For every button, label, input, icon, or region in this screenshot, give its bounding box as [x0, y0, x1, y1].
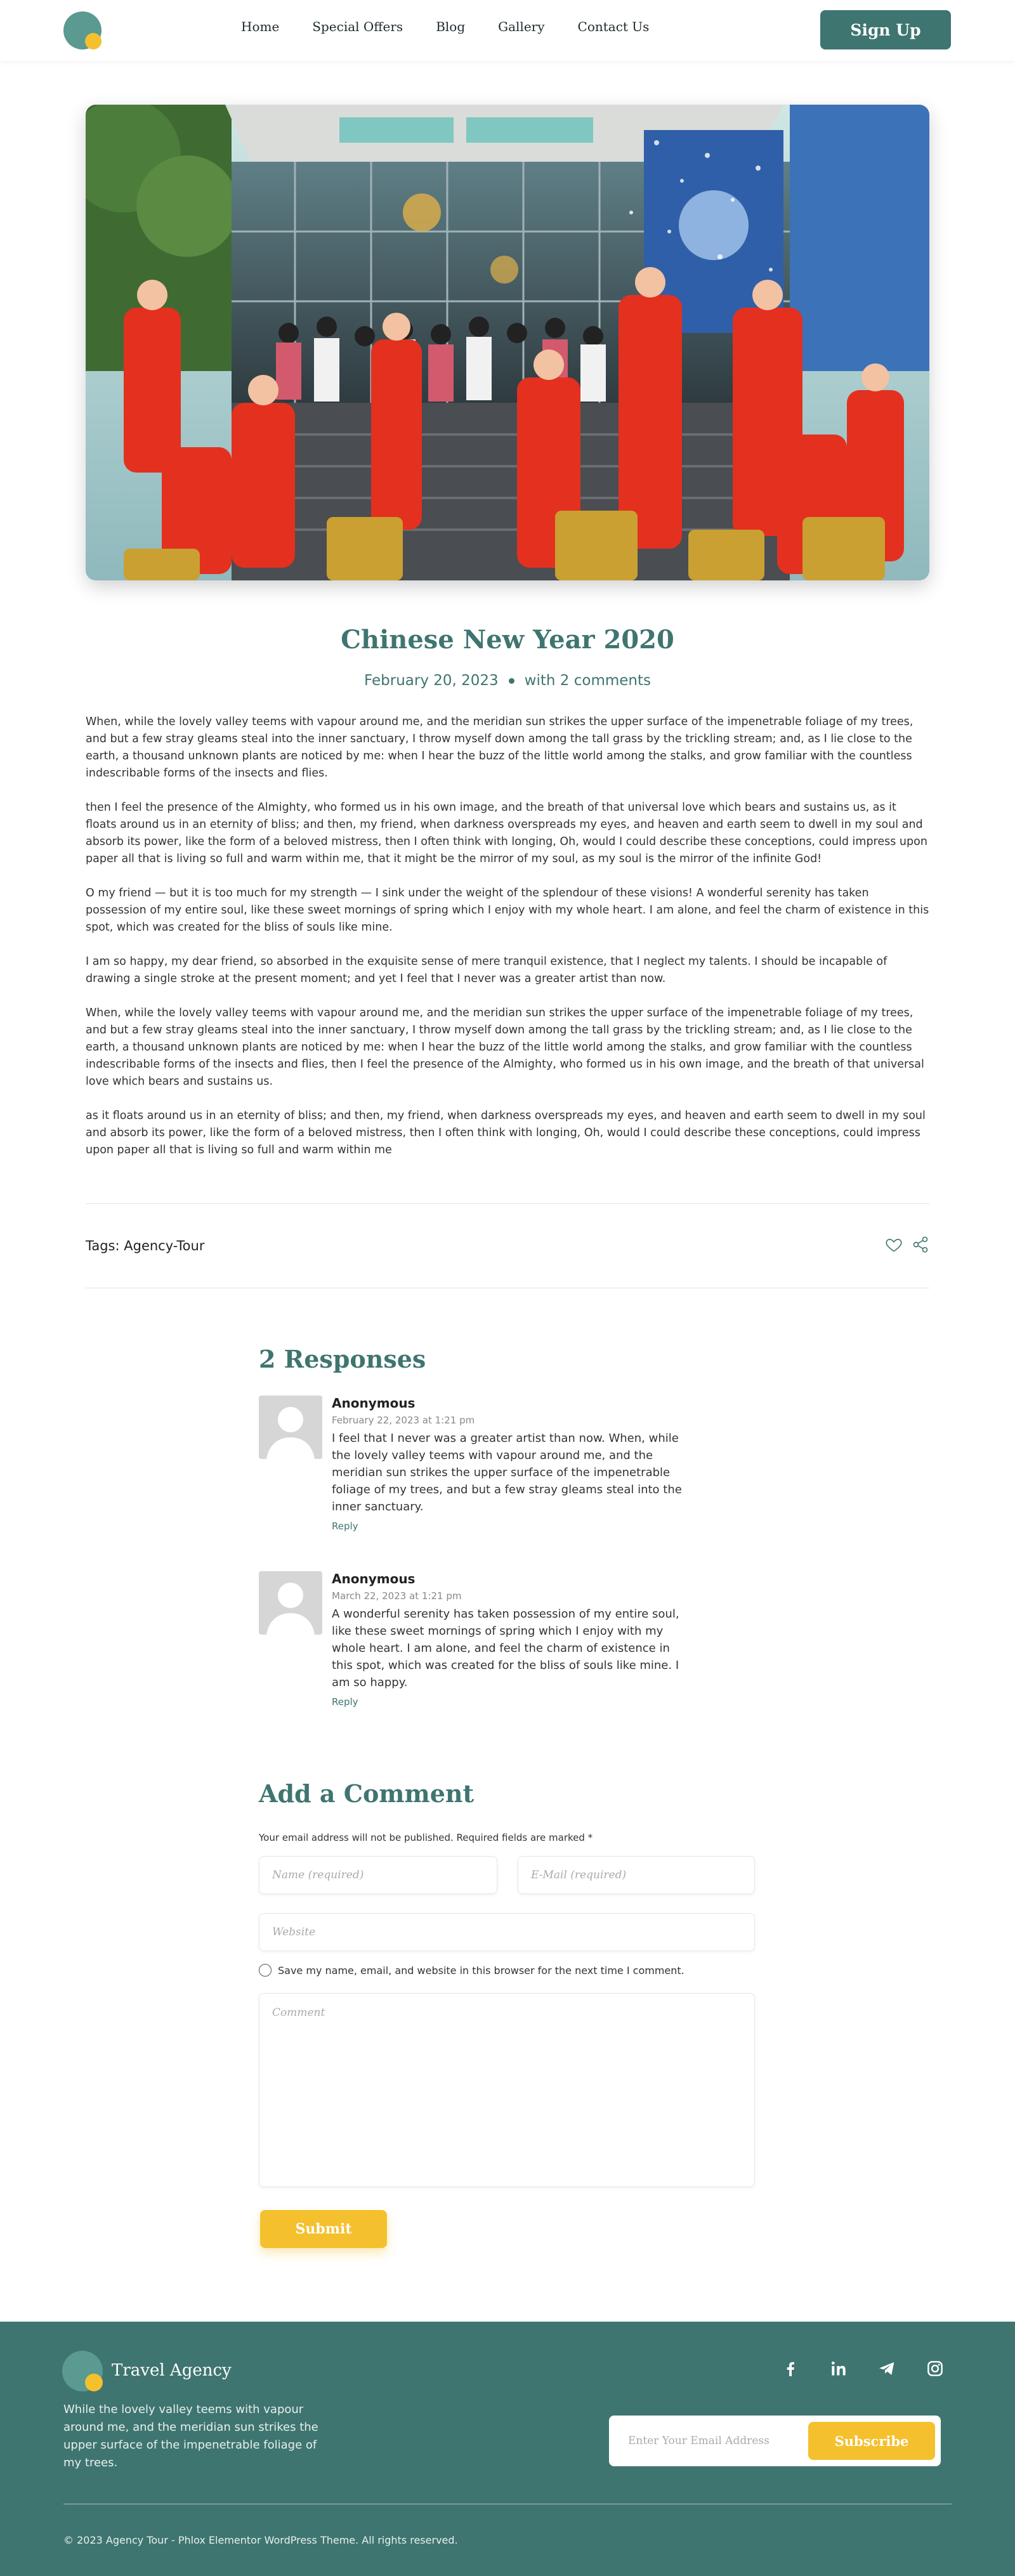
- post-actions: [885, 1236, 929, 1256]
- post-featured-image: [86, 105, 929, 580]
- comment-author: Anonymous: [332, 1396, 416, 1411]
- newsletter-form: [609, 2416, 941, 2466]
- footer-brand[interactable]: Travel Agency: [112, 2361, 232, 2380]
- paragraph: When, while the lovely valley teems with vapour around me, and the meridian sun strikes the upper surface of the impenetrable foliage of my trees, and but a few stray gleams steal into the inner sanctuary, I throw myself down among the tall grass by the trickling stream; and, as I lie close to the earth, a thousand unknown plants are noticed by me: when I hear the buzz of the little world among the stalks, and grow familiar with the countless indescribable forms of the insects and flies.: [86, 716, 914, 780]
- responses-title: 2 Responses: [259, 1345, 426, 1373]
- save-info-checkbox[interactable]: [259, 1964, 272, 1977]
- post-date[interactable]: February 20, 2023: [364, 672, 499, 689]
- heart-icon[interactable]: [885, 1236, 903, 1256]
- paragraph: as it floats around us in an eternity of bliss; and then, my friend, when darkness overspreads my eyes, and heaven and earth seem to dwell in my soul and absorb its power, like the form of a beloved mistress, then I often think with longing, Oh, would I could describe these conceptions, could impress upon paper all that is living so full and warm within me: [86, 1109, 926, 1156]
- main-nav: [241, 19, 649, 34]
- site-logo[interactable]: [63, 11, 102, 49]
- save-info-label: Save my name, email, and website in this browser for the next time I comment.: [278, 1964, 684, 1977]
- social-links: [780, 2358, 945, 2379]
- comment-author: Anonymous: [332, 1571, 416, 1586]
- site-footer: [0, 2322, 1015, 2576]
- comment-text: A wonderful serenity has taken possession of my entire soul, like these sweet mornings of spring which I enjoy with my whole heart. I am alone, and feel the charm of existence in this spot, which was created for the bliss of souls like mine. I am so happy.: [332, 1607, 679, 1689]
- meta-separator: [509, 678, 514, 684]
- comment-date[interactable]: February 22, 2023 at 1:21 pm: [332, 1415, 475, 1426]
- email-input[interactable]: E-Mail (required): [518, 1856, 755, 1894]
- divider: [86, 1203, 929, 1204]
- comment-textarea[interactable]: Comment: [259, 1993, 755, 2187]
- share-icon[interactable]: [912, 1236, 929, 1256]
- save-info-row: [259, 1964, 684, 1977]
- paragraph: then I feel the presence of the Almighty, who formed us in his own image, and the breath of that universal love which bears and sustains us, as it floats around us in an eternity of bliss; and then, my friend, when darkness overspreads my eyes, and heaven and earth seem to dwell in my soul and absorb its power, like the form of a beloved mistress, then I often think with longing, Oh, would I could describe these conceptions, could impress upon paper all that is living so full and warm within me, that it might be the mirror of my soul, as my soul is the mirror of the infinite God!: [86, 801, 927, 865]
- linkedin-icon[interactable]: [828, 2358, 849, 2379]
- comment-text: I feel that I never was a greater artist than now. When, while the lovely valley teems with vapour around me, and the meridian sun strikes the upper surface of the impenetrable foliage of my trees, and but a few stray gleams steal into the inner sanctuary.: [332, 1432, 682, 1514]
- post-meta: [0, 672, 1015, 689]
- avatar: [259, 1396, 322, 1459]
- post-content: [86, 714, 929, 1176]
- name-input[interactable]: Name (required): [259, 1856, 497, 1894]
- reply-link[interactable]: Reply: [332, 1520, 358, 1532]
- nav-home[interactable]: Home: [241, 19, 280, 34]
- footer-logo[interactable]: [62, 2351, 103, 2391]
- nav-special-offers[interactable]: Special Offers: [312, 19, 403, 34]
- subscribe-button[interactable]: Subscribe: [808, 2422, 935, 2460]
- paragraph: When, while the lovely valley teems with vapour around me, and the meridian sun strikes the upper surface of the impenetrable foliage of my trees, and but a few stray gleams steal into the inner sanctuary, I throw myself down among the tall grass by the trickling stream; and, as I lie close to the earth, a thousand unknown plants are noticed by me: when I hear the buzz of the little world among the stalks, and grow familiar with the countless indescribable forms of the insects and flies, then I feel the presence of the Almighty, who formed us in his own image, and the breath of that universal love which bears and sustains us.: [86, 1007, 924, 1088]
- nav-contact-us[interactable]: Contact Us: [577, 19, 650, 34]
- site-header: [0, 0, 1015, 61]
- newsletter-email-input[interactable]: Enter Your Email Address: [628, 2435, 769, 2447]
- instagram-icon[interactable]: [925, 2358, 945, 2379]
- paragraph: I am so happy, my dear friend, so absorbed in the exquisite sense of mere tranquil existence, that I neglect my talents. I should be incapable of drawing a single stroke at the present moment; and yet I feel that I never was a greater artist than now.: [86, 955, 887, 985]
- sign-up-button[interactable]: Sign Up: [820, 10, 951, 49]
- avatar: [259, 1571, 322, 1635]
- nav-gallery[interactable]: Gallery: [498, 19, 545, 34]
- add-comment-title: Add a Comment: [259, 1779, 475, 1808]
- reply-link[interactable]: Reply: [332, 1696, 358, 1708]
- copyright: © 2023 Agency Tour - Phlox Elementor WordPress Theme. All rights reserved.: [63, 2534, 458, 2546]
- nav-blog[interactable]: Blog: [436, 19, 466, 34]
- form-notice: Your email address will not be published. Required fields are marked *: [259, 1832, 593, 1843]
- website-input[interactable]: Website: [259, 1913, 755, 1951]
- telegram-icon[interactable]: [877, 2358, 897, 2379]
- footer-description: While the lovely valley teems with vapour around me, and the meridian sun strikes the upper surface of the impenetrable foliage of my trees.: [63, 2403, 318, 2469]
- paragraph: O my friend — but it is too much for my strength — I sink under the weight of the splendour of these visions! A wonderful serenity has taken possession of my entire soul, like these sweet mornings of spring which I enjoy with my whole heart. I am alone, and feel the charm of existence in this spot, which was created for the bliss of souls like mine.: [86, 887, 929, 934]
- submit-button[interactable]: Submit: [260, 2210, 387, 2248]
- facebook-icon[interactable]: [780, 2358, 801, 2379]
- post-title: Chinese New Year 2020: [341, 625, 674, 655]
- comment-date[interactable]: March 22, 2023 at 1:21 pm: [332, 1590, 462, 1602]
- comments-link[interactable]: with 2 comments: [524, 672, 651, 689]
- post-tags[interactable]: Tags: Agency-Tour: [86, 1238, 205, 1253]
